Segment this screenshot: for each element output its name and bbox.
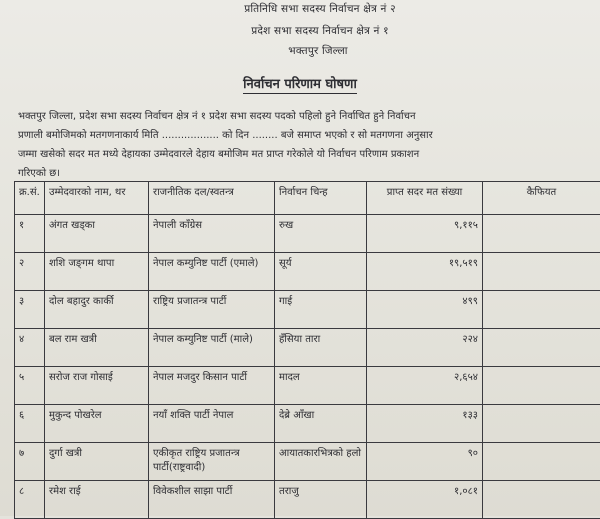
- results-table: [14, 181, 600, 519]
- row-remarks: [483, 215, 600, 253]
- row-serial: ३: [15, 291, 45, 329]
- row-symbol: हँसिया तारा: [275, 329, 367, 367]
- intro-paragraph-line-2: प्रणाली बमोजिमको मतगणनाकार्य मिति .................. को दिन ........ बजे समाप्त भएको र सो मतगणना अनुसार: [18, 126, 594, 145]
- row-symbol: सूर्य: [275, 253, 367, 291]
- row-candidate-name: अंगत खड्का: [45, 215, 149, 253]
- row-votes: २,६५४: [367, 367, 483, 405]
- district-heading: भक्तपुर जिल्ला: [18, 44, 600, 58]
- row-votes: ९,११५: [367, 215, 483, 253]
- row-votes: १३३: [367, 405, 483, 443]
- row-remarks: [483, 291, 600, 329]
- row-party: नयाँ शक्ति पार्टी नेपाल: [149, 405, 275, 443]
- table-row: [15, 405, 600, 443]
- row-serial: २: [15, 253, 45, 291]
- row-serial: ८: [15, 481, 45, 519]
- row-serial: ६: [15, 405, 45, 443]
- table-header-row: [15, 182, 600, 215]
- row-votes: ९०: [367, 443, 483, 481]
- row-symbol: गाई: [275, 291, 367, 329]
- table-row: [15, 215, 600, 253]
- row-candidate-name: शशि जङ्‌गम थापा: [45, 253, 149, 291]
- header-serial: क्र.सं.: [15, 182, 45, 215]
- row-symbol: मादल: [275, 367, 367, 405]
- row-remarks: [483, 481, 600, 519]
- row-party: नेपाल कम्युनिष्ट पार्टी (एमाले): [149, 253, 275, 291]
- header-candidate-name: उम्मेदवारको नाम, थर: [45, 182, 149, 215]
- row-candidate-name: सरोज राज गोसाई: [45, 367, 149, 405]
- intro-paragraph-line-1: भक्तपुर जिल्ला, प्रदेश सभा सदस्य निर्वाचन क्षेत्र नं १ प्रदेश सभा सदस्य पदको पहिलो हुने निर्वाचित हुने निर्वाचन: [18, 107, 594, 126]
- row-symbol: तराजु: [275, 481, 367, 519]
- row-candidate-name: मुकुन्द पोखरेल: [45, 405, 149, 443]
- intro-paragraph-line-4: गरिएको छ।: [18, 164, 594, 183]
- row-remarks: [483, 253, 600, 291]
- province-constituency-heading: प्रदेश सभा सदस्य निर्वाचन क्षेत्र नं १: [20, 24, 600, 38]
- row-symbol: रुख: [275, 215, 367, 253]
- row-serial: ७: [15, 443, 45, 481]
- row-remarks: [483, 367, 600, 405]
- header-votes: प्राप्त सदर मत संख्या: [367, 182, 483, 215]
- header-party: राजनीतिक दल/स्वतन्त्र: [149, 182, 275, 215]
- row-party: राष्ट्रिय प्रजातन्त्र पार्टी: [149, 291, 275, 329]
- row-votes: ४९९: [367, 291, 483, 329]
- row-votes: १,०८१: [367, 481, 483, 519]
- row-party: नेपाली काँग्रेस: [149, 215, 275, 253]
- row-serial: ५: [15, 367, 45, 405]
- row-remarks: [483, 405, 600, 443]
- row-remarks: [483, 443, 600, 481]
- constituency-heading: प्रतिनिधि सभा सदस्य निर्वाचन क्षेत्र नं २: [20, 2, 600, 16]
- table-row: [15, 367, 600, 405]
- row-votes: १९,५१९: [367, 253, 483, 291]
- row-symbol: आयातकारभित्रको हलो: [275, 443, 367, 481]
- table-row: [15, 443, 600, 481]
- document-title: [0, 74, 600, 92]
- table-row: [15, 291, 600, 329]
- row-symbol: देब्रे आँखा: [275, 405, 367, 443]
- row-party: नेपाल कम्युनिष्ट पार्टी (माले): [149, 329, 275, 367]
- row-candidate-name: बल राम खत्री: [45, 329, 149, 367]
- header-symbol: निर्वाचन चिन्ह: [275, 182, 367, 215]
- row-serial: १: [15, 215, 45, 253]
- header-remarks: कैफियत: [483, 182, 600, 215]
- row-party: विवेकशील साझा पार्टी: [149, 481, 275, 519]
- table-row: [15, 253, 600, 291]
- row-votes: २२४: [367, 329, 483, 367]
- intro-paragraph-line-3: जम्मा खसेको सदर मत मध्ये देहायका उम्मेदवारले देहाय बमोजिम मत प्राप्त गरेकोले यो निर्वाचन परिणाम प्रकाशन: [18, 145, 594, 164]
- document-title-text: निर्वाचन परिणाम घोषणा: [243, 77, 357, 94]
- row-candidate-name: दुर्गा खत्री: [45, 443, 149, 481]
- table-row: [15, 329, 600, 367]
- row-candidate-name: दोल बहादुर कार्की: [45, 291, 149, 329]
- row-party: नेपाल मजदुर किसान पार्टी: [149, 367, 275, 405]
- row-remarks: [483, 329, 600, 367]
- table-row: [15, 481, 600, 519]
- row-candidate-name: रमेश राई: [45, 481, 149, 519]
- row-party: एकीकृत राष्ट्रिय प्रजातन्त्र पार्टी(राष्ट्रवादी): [149, 443, 275, 481]
- row-serial: ४: [15, 329, 45, 367]
